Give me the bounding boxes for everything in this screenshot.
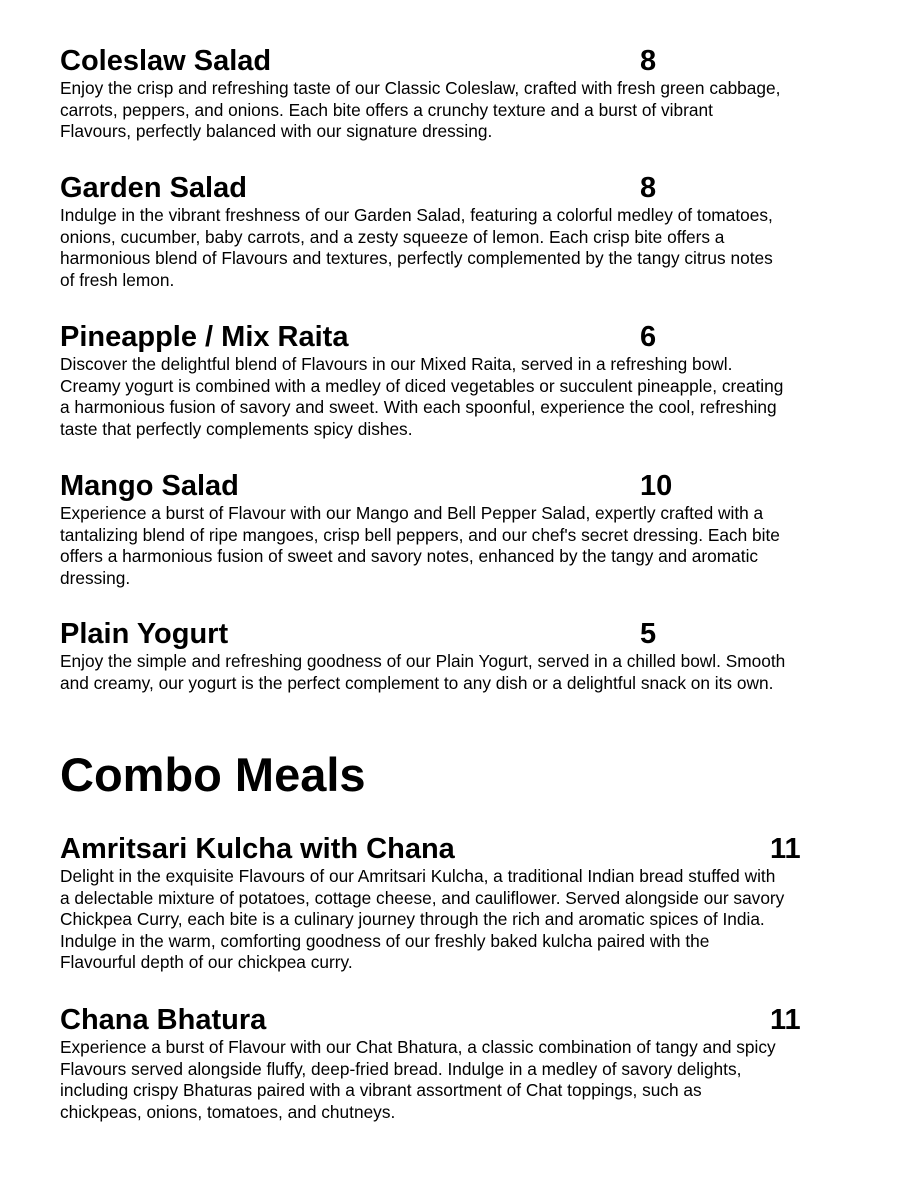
section-title-combo-meals: Combo Meals [60,748,366,801]
menu-item-description: Experience a burst of Flavour with our Mango and Bell Pepper Salad, expertly crafted with a tantalizing blend of ripe mangoes, crisp bell peppers, and our chef's secret dressing. Each bite offers a harmonious fusion of sweet and savory notes, enhanced by the tangy and aromatic dressing. [60,503,780,588]
menu-item-header [60,171,900,205]
menu-item-name: Coleslaw Salad [60,45,272,77]
menu-item-amritsari-kulcha [60,832,900,974]
menu-item-name: Garden Salad [60,172,247,204]
menu-item-description: Enjoy the crisp and refreshing taste of our Classic Coleslaw, crafted with fresh green cabbage, carrots, peppers, and onions. Each bite offers a crunchy texture and a burst of vibrant Flavours, perfectly balanced with our signature dressing. [60,78,781,142]
menu-item-description: Experience a burst of Flavour with our Chat Bhatura, a classic combination of tangy and spicy Flavours served alongside fluffy, deep-fried bread. Indulge in a medley of savory delights, including crispy Bhaturas paired with a vibrant assortment of Chat toppings, such as chickpeas, onions, tomatoes, and chutneys. [60,1037,776,1122]
menu-item-header [60,44,900,78]
menu-item-name: Pineapple / Mix Raita [60,321,349,353]
menu-item-description: Discover the delightful blend of Flavours in our Mixed Raita, served in a refreshing bowl. Creamy yogurt is combined with a medley of diced vegetables or succulent pineapple, creating a harmonious fusion of savory and sweet. With each spoonful, experience the cool, refreshing taste that perfectly complements spicy dishes. [60,354,784,439]
menu-item-price: 11 [770,833,801,865]
menu-item-pineapple-mix-raita [60,320,900,440]
menu-item-name: Amritsari Kulcha with Chana [60,833,455,865]
menu-item-name: Chana Bhatura [60,1004,267,1036]
menu-item-header [60,832,900,866]
menu-item-price: 6 [640,321,657,353]
menu-item-header [60,320,900,354]
menu-item-price: 8 [640,45,657,77]
menu-item-price: 5 [640,618,657,650]
menu-item-description: Indulge in the vibrant freshness of our Garden Salad, featuring a colorful medley of tomatoes, onions, cucumber, baby carrots, and a zesty squeeze of lemon. Each crisp bite offers a harmonious blend of Flavours and textures, perfectly complemented by the tangy citrus notes of fresh lemon. [60,205,773,290]
menu-item-mango-salad [60,469,900,589]
menu-item-header [60,617,900,651]
menu-item-name: Mango Salad [60,470,239,502]
menu-item-price: 11 [770,1004,801,1036]
menu-item-plain-yogurt [60,617,900,694]
menu-item-price: 8 [640,172,657,204]
menu-item-header [60,1003,900,1037]
menu-item-coleslaw-salad [60,44,900,143]
menu-item-description: Delight in the exquisite Flavours of our Amritsari Kulcha, a traditional Indian bread stuffed with a delectable mixture of potatoes, cottage cheese, and cauliflower. Served alongside our savory Chickpea Curry, each bite is a culinary journey through the rich and aromatic spices of India. Indulge in the warm, comforting goodness of our freshly baked kulcha paired with the Flavourful depth of our chickpea curry. [60,866,785,973]
menu-item-garden-salad [60,171,900,291]
menu-item-price: 10 [640,470,673,502]
menu-item-chana-bhatura [60,1003,900,1123]
menu-item-name: Plain Yogurt [60,618,229,650]
menu-item-header [60,469,900,503]
menu-item-description: Enjoy the simple and refreshing goodness of our Plain Yogurt, served in a chilled bowl. Smooth and creamy, our yogurt is the perfect complement to any dish or a delightful snack on its own. [60,651,786,693]
